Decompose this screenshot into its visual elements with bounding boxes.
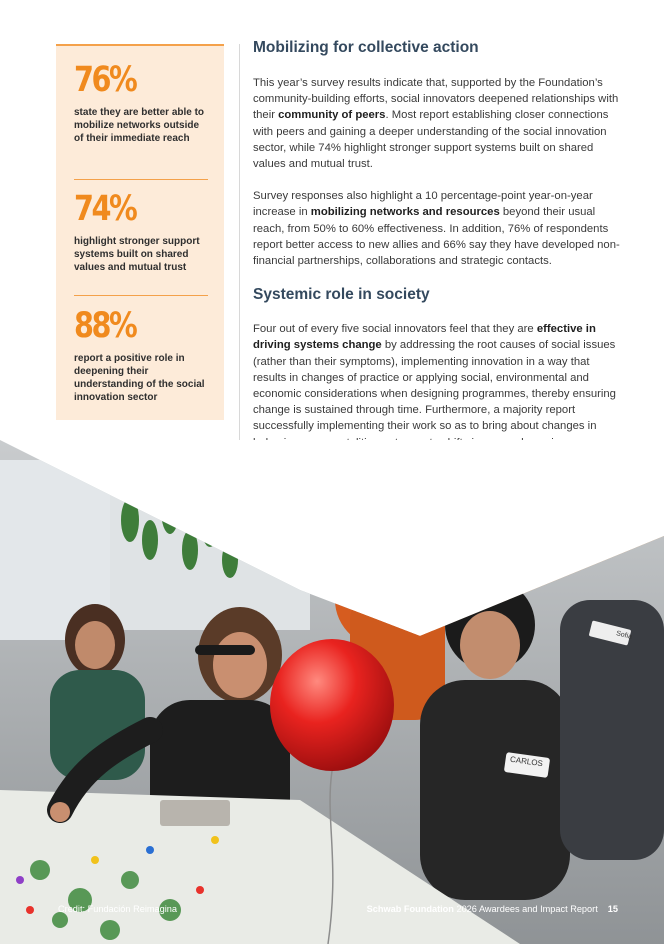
- emphasis: community of peers: [278, 109, 386, 122]
- stat-label: report a positive role in deepening their understanding of the social innovation sector: [74, 353, 205, 403]
- footer-brand: Schwab Foundation: [366, 904, 454, 914]
- page-number: 15: [607, 904, 618, 914]
- emphasis: effective in driving systems change: [253, 323, 596, 352]
- name-tag: Sofia: [615, 630, 633, 641]
- stat-value: 74%: [74, 189, 136, 229]
- stat-block: [74, 60, 210, 145]
- paragraph: Four out of every five social innovators feel that they are effective in driving systems change by addressing the root causes of social issues (rather than their symptoms), implementing innovation in a way that results in changes of practice or applying social, environmental and economic considerations when designing programmes, thereby ensuring change is sustained through time. Furthermore, a majority report successfully implementing their work so as to bring about changes in: [253, 323, 616, 433]
- stat-value: 76%: [74, 60, 136, 100]
- stat-block: [74, 189, 210, 274]
- workshop-photo: [0, 440, 664, 944]
- name-tag: CARLOS: [509, 754, 544, 769]
- stat-divider: [74, 179, 208, 180]
- main-column: [253, 38, 621, 451]
- stat-label: highlight stronger support systems built on shared values and mutual trust: [74, 236, 200, 273]
- column-divider: [239, 44, 240, 488]
- emphasis: mobilizing networks and resources: [310, 206, 500, 219]
- section-heading-systemic: Systemic role in society: [253, 286, 430, 304]
- paragraph: Survey responses also highlight a 10 percentage-point year-on-year increase in mobilizing networks and resources beyond their usual reach, from 50% to 60% effectiveness. In addition, 76% of respondents report better access to new allies and 66% say they have developed non-financial partnerships, collaborations and strategic contacts.: [253, 190, 620, 268]
- paragraph: This year’s survey results indicate that, supported by the Foundation’s community-building efforts, social innovators deepened relationships with their community of peers. Most report establishing closer connections with peers and gaining a deeper understanding of the social innovation sector, while 74% highlight stronger support systems built on shared values and mutual trust.: [253, 77, 619, 171]
- stats-panel: [56, 44, 224, 420]
- stat-block: [74, 306, 210, 404]
- stat-label: state they are better able to mobilize networks outside of their immediate reach: [74, 107, 205, 144]
- section-heading-mobilizing: Mobilizing for collective action: [253, 39, 479, 56]
- photo-credit: Credit: Fundación Reimagina: [58, 904, 177, 914]
- stat-value: 88%: [74, 306, 136, 346]
- footer-report-title: Schwab Foundation 2026 Awardees and Impact Report 15: [366, 904, 618, 914]
- stat-divider: [74, 295, 208, 296]
